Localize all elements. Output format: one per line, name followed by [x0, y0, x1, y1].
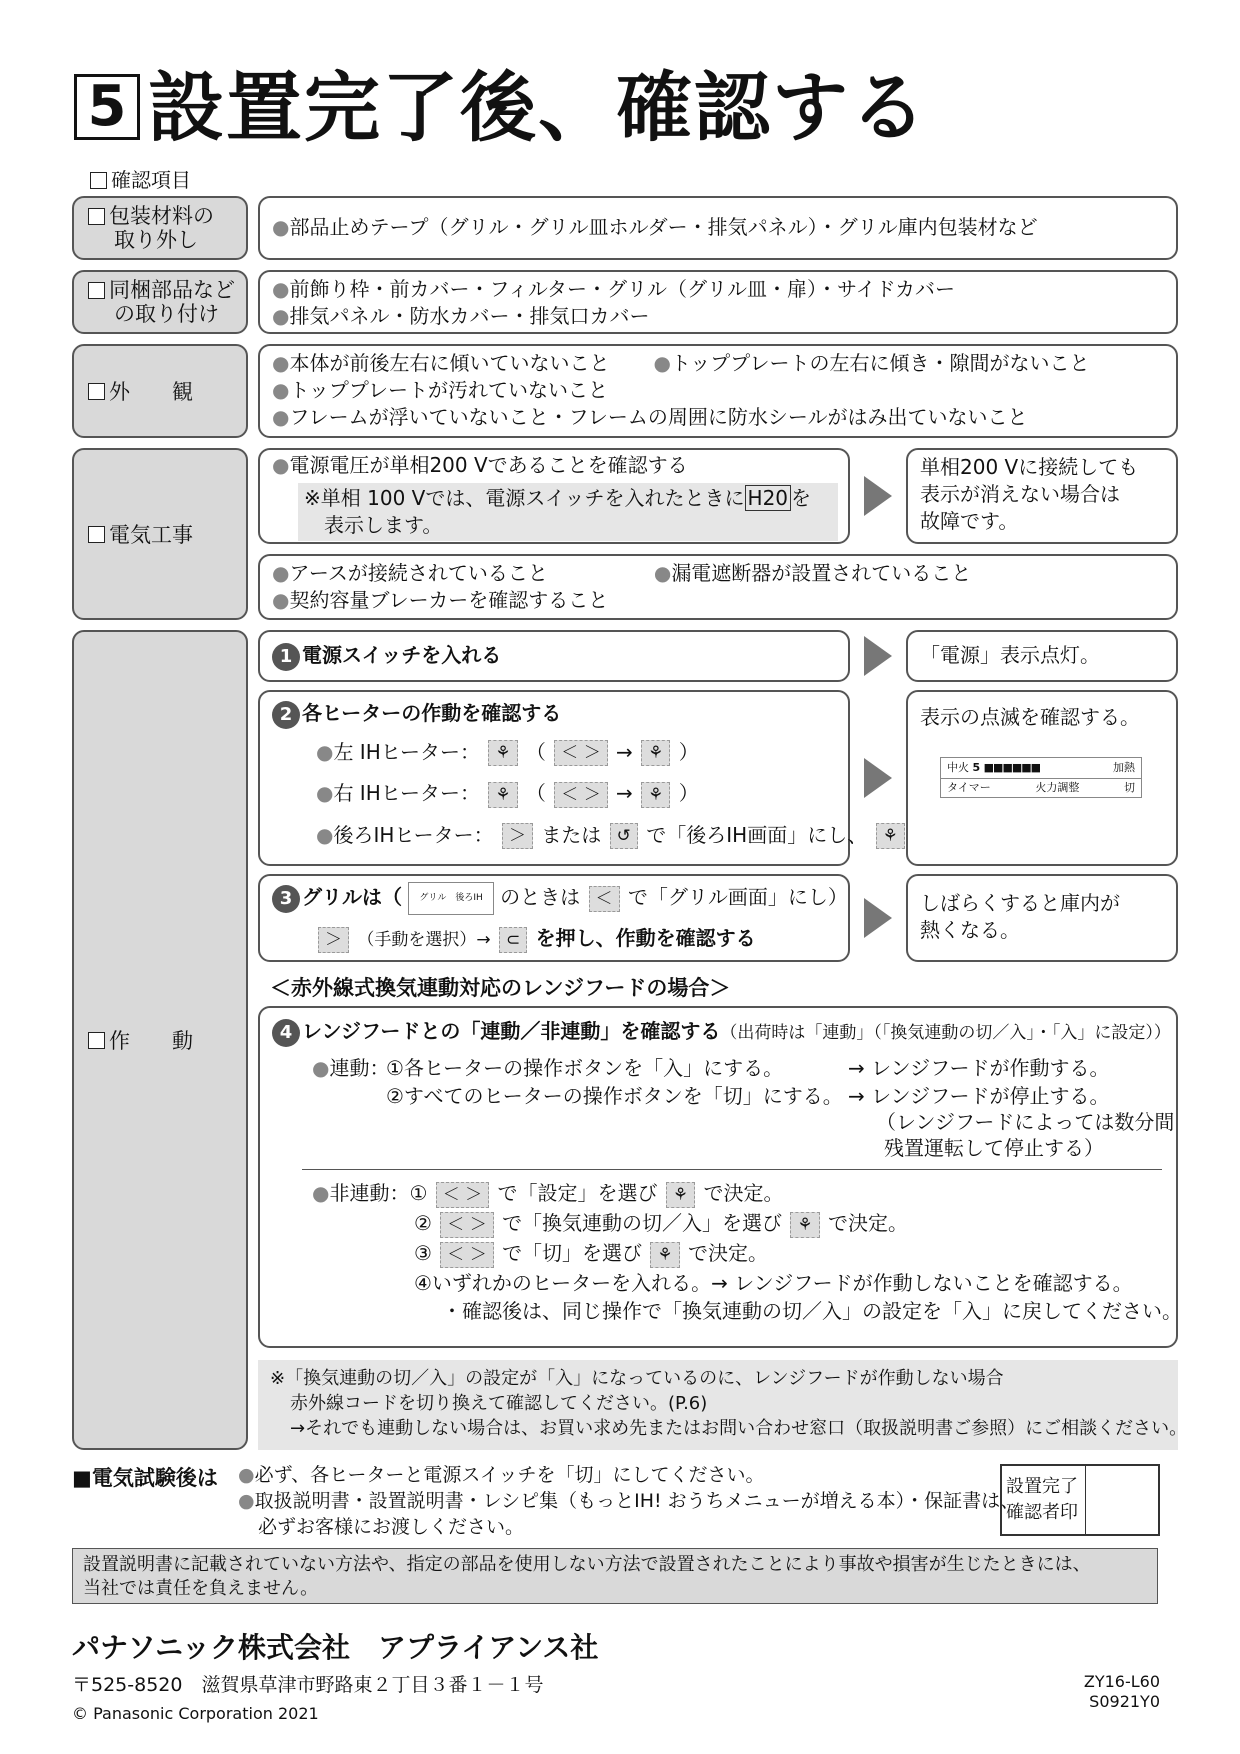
- bullet: ●: [272, 405, 290, 429]
- step-text: を押し、作動を確認する: [535, 926, 756, 950]
- bullet: ●: [316, 739, 334, 764]
- link-note: 残置運転して停止する）: [884, 1136, 1104, 1160]
- result-text: 故障です。: [920, 509, 1019, 533]
- step-text: のときは: [500, 885, 581, 909]
- swap-icon[interactable]: ↺: [610, 823, 638, 849]
- left-button[interactable]: ＜: [442, 1184, 460, 1205]
- heater-label: 右 IHヒーター：: [333, 781, 480, 805]
- result-text: 表示が消えない場合は: [920, 482, 1120, 506]
- result-text: 単相200 Vに接続しても: [920, 455, 1139, 479]
- link-result: → レンジフードが停止する。: [848, 1084, 1110, 1108]
- heater-label: 後ろIHヒーター：: [333, 822, 494, 847]
- page-title: 設置完了後、確認する: [148, 63, 928, 152]
- bullet: ●: [272, 588, 290, 612]
- unlink-label: 非連動：: [329, 1181, 410, 1205]
- left-right-buttons[interactable]: [554, 782, 607, 808]
- unlink-text: ④いずれかのヒーターを入れる。→ レンジフードが作動しないことを確認する。: [414, 1271, 1133, 1295]
- arrow-right-icon: [864, 898, 892, 938]
- bullet: ●: [272, 378, 290, 402]
- bullet: ●: [272, 561, 290, 585]
- bullet: ●: [272, 351, 290, 375]
- category-label: 同梱部品など: [109, 278, 235, 302]
- bullet: ●: [653, 351, 671, 375]
- right-button[interactable]: ＞: [583, 784, 601, 805]
- display-panel: 中火 5 ■■■■■■ 加熱 タイマー 火力調整 切: [940, 757, 1142, 798]
- step-number: 3: [272, 885, 300, 913]
- result-text: 熱くなる。: [920, 918, 1020, 942]
- disclaimer-text: 設置説明書に記載されていない方法や、指定の部品を使用しない方法で設置されたことにより事故や損害が生じたときには、: [83, 1554, 1091, 1575]
- link-step: ①各ヒーターの操作ボタンを「入」にする。: [386, 1056, 784, 1080]
- left-button[interactable]: ＜: [561, 743, 579, 763]
- heater-button-icon[interactable]: ⚘: [488, 740, 517, 766]
- appearance-line: トッププレートが汚れていないこと: [289, 378, 609, 402]
- note-text: ※単相 100 Vでは、電源スイッチを入れたときに: [304, 486, 745, 510]
- heater-button-icon[interactable]: ⚘: [641, 782, 670, 808]
- step1-result-box: [906, 630, 1178, 682]
- left-right-buttons[interactable]: [436, 1182, 489, 1208]
- category-label: 取り外し: [114, 228, 198, 252]
- left-right-buttons[interactable]: [440, 1242, 493, 1268]
- bullet: ●: [272, 215, 290, 239]
- doc-code: S0921Y0: [1089, 1692, 1160, 1711]
- checkbox-appearance[interactable]: [88, 383, 105, 400]
- right-button[interactable]: ＞: [318, 927, 349, 953]
- category-accessories: [72, 270, 248, 334]
- bullet: ●: [272, 453, 290, 477]
- rear-text: で「後ろIH画面」にし、: [646, 822, 868, 847]
- step3-result-box: [906, 874, 1178, 962]
- heater-button-icon[interactable]: ⚘: [790, 1212, 819, 1238]
- voltage-result-box: [906, 448, 1178, 544]
- category-electrical: [72, 448, 248, 620]
- disclaimer: [72, 1548, 1158, 1604]
- appearance-line: フレームが浮いていないこと・フレームの周囲に防水シールがはみ出ていないこと: [289, 405, 1028, 429]
- heater-label: 左 IHヒーター：: [333, 739, 480, 764]
- check-items-label: 確認項目: [111, 168, 191, 192]
- check-items-header: [90, 164, 191, 193]
- note-text: を: [791, 486, 812, 510]
- paren: （: [525, 739, 546, 764]
- unlink-text: で「換気連動の切／入」を選び: [502, 1211, 783, 1235]
- packaging-box: [258, 196, 1178, 260]
- earth-box: [258, 554, 1178, 620]
- heater-button-icon[interactable]: ⚘: [666, 1182, 695, 1208]
- bullet: ●: [272, 304, 290, 328]
- after-test-notes: [238, 1462, 1019, 1540]
- category-label: 外 観: [109, 380, 193, 404]
- bullet: ●: [316, 781, 334, 805]
- bullet: ●: [238, 1490, 255, 1512]
- step-num: ①: [409, 1181, 428, 1205]
- display-heat-level: 5: [972, 761, 981, 774]
- category-operation: [72, 630, 248, 1450]
- earth-text: アースが接続されていること: [289, 561, 548, 585]
- paren: ）: [678, 739, 699, 764]
- category-appearance: [72, 344, 248, 438]
- warning-text: →それでも連動しない場合は、お買い求め先またはお問い合わせ窓口（取扱説明書ご参照）にご相談ください。: [290, 1418, 1188, 1439]
- display-heating: 加熱: [1113, 761, 1135, 774]
- bullet: ●: [312, 1056, 330, 1080]
- unlink-text: で決定。: [828, 1211, 909, 1235]
- after-test-text: 取扱説明書・設置説明書・レシピ集（もっとIH! おうちメニューが増える本）・保証書は、: [254, 1490, 1020, 1512]
- section-number: 5: [74, 74, 140, 140]
- stamp-area[interactable]: [1086, 1466, 1158, 1534]
- right-button[interactable]: ＞: [465, 1184, 483, 1205]
- display-heat-label: 中火: [947, 761, 969, 774]
- arrow: →: [616, 739, 633, 764]
- link-step: ②すべてのヒーターの操作ボタンを「切」にする。: [386, 1084, 843, 1108]
- display-off: 切: [1124, 781, 1135, 794]
- step-note: （出荷時は「連動」（「換気連動の切／入」・「入」に設定））: [720, 1023, 1171, 1043]
- checkbox-electrical[interactable]: [88, 526, 105, 543]
- paren: ）: [678, 781, 699, 805]
- voltage-note: [298, 483, 838, 541]
- note-text: 表示します。: [324, 513, 443, 537]
- result-text: しばらくすると庫内が: [920, 891, 1120, 915]
- leak-text: 漏電遮断器が設置されていること: [671, 561, 972, 585]
- step1-box: [258, 630, 850, 682]
- category-label: の取り付け: [114, 302, 219, 326]
- arrow-right-icon: [864, 758, 892, 798]
- stamp-label: 設置完了: [1006, 1476, 1078, 1497]
- category-label: 電気工事: [109, 523, 193, 547]
- appearance-line: 本体が前後左右に傾いていないこと: [289, 351, 610, 375]
- step3-box: [258, 874, 850, 962]
- paren: （: [525, 781, 546, 805]
- display-timer: タイマー: [947, 781, 991, 794]
- connector-text: または: [541, 822, 602, 847]
- unlink-text: で「切」を選び: [502, 1241, 643, 1265]
- step-num: ②: [414, 1211, 432, 1235]
- warning-text: ※「換気連動の切／入」の設定が「入」になっているのに、レンジフードが作動しない場合: [270, 1368, 1004, 1389]
- appearance-line: トッププレートの左右に傾き・隙間がないこと: [670, 351, 1090, 375]
- step-number: 2: [272, 701, 300, 729]
- bullet: ●: [653, 561, 672, 585]
- arrow-right-icon: [864, 476, 892, 516]
- bullet: ●: [312, 1181, 330, 1205]
- right-button[interactable]: ＞: [469, 1214, 487, 1235]
- hood-heading: ＜赤外線式換気連動対応のレンジフードの場合＞: [270, 976, 731, 1000]
- checkbox[interactable]: [90, 172, 107, 189]
- step-text: レンジフードとの「連動／非連動」を確認する: [302, 1019, 721, 1043]
- bullet: ●: [272, 277, 290, 301]
- accessories-line: 排気パネル・防水カバー・排気口カバー: [289, 304, 650, 328]
- step2-result-box: [906, 690, 1178, 866]
- right-button[interactable]: ＞: [469, 1244, 487, 1265]
- after-test-text: 必ず、各ヒーターと電源スイッチを「切」にしてください。: [254, 1464, 765, 1486]
- accessories-line: 前飾り枠・前カバー・フィルター・グリル（グリル皿・扉）・サイドカバー: [289, 277, 956, 301]
- step-text: で「グリル画面」にし）: [627, 885, 848, 909]
- voltage-box: [258, 448, 850, 544]
- divider: [302, 1169, 1162, 1170]
- bullet: ●: [316, 822, 334, 847]
- heater-button-icon[interactable]: ⚘: [641, 740, 670, 766]
- link-result: → レンジフードが作動する。: [848, 1056, 1110, 1080]
- link-note: （レンジフードによっては数分間: [876, 1110, 1175, 1134]
- after-test-label: ■電気試験後は: [72, 1466, 218, 1490]
- result-text: 「電源」表示点灯。: [920, 643, 1100, 667]
- packaging-text: 部品止めテープ（グリル・グリル皿ホルダー・排気パネル）・グリル庫内包装材など: [289, 215, 1038, 239]
- step-text: グリルは（: [302, 885, 402, 909]
- left-right-buttons[interactable]: [440, 1212, 493, 1238]
- left-button[interactable]: ＜: [561, 784, 579, 805]
- step-number: 1: [272, 643, 300, 671]
- warning-text: 赤外線コードを切り換えて確認してください。(P.6): [290, 1393, 708, 1414]
- accessories-box: [258, 270, 1178, 334]
- copyright: © Panasonic Corporation 2021: [72, 1704, 319, 1723]
- left-button[interactable]: ＜: [447, 1244, 465, 1265]
- appearance-box: [258, 344, 1178, 438]
- checkbox-operation[interactable]: [88, 1032, 105, 1049]
- left-button[interactable]: ＜: [447, 1214, 465, 1235]
- arrow-right-icon: [864, 636, 892, 676]
- step-number: 4: [272, 1019, 300, 1047]
- bullet: ●: [238, 1464, 255, 1486]
- heater-button-icon[interactable]: ⚘: [876, 823, 905, 849]
- after-test-text: 必ずお客様にお渡しください。: [258, 1516, 525, 1538]
- category-label: 包装材料の: [109, 204, 214, 228]
- arrow: →: [616, 781, 633, 805]
- error-code: H20: [745, 485, 792, 511]
- stamp-label: 確認者印: [1006, 1502, 1078, 1523]
- link-label: 連動：: [329, 1056, 390, 1080]
- left-button[interactable]: ＜: [589, 886, 620, 912]
- checkbox-packaging[interactable]: [88, 208, 105, 225]
- left-right-buttons[interactable]: [554, 740, 607, 766]
- display-power-adjust: 火力調整: [1035, 781, 1080, 794]
- right-button[interactable]: ＞: [583, 743, 601, 763]
- unlink-text: で決定。: [688, 1241, 769, 1265]
- step-text: 電源スイッチを入れる: [302, 643, 502, 667]
- heater-button-icon[interactable]: ⚘: [650, 1242, 679, 1268]
- disclaimer-text: 当社では責任を負えません。: [83, 1578, 319, 1599]
- mini-display: グリル 後ろIH: [408, 882, 493, 915]
- step-text: 各ヒーターの作動を確認する: [302, 701, 562, 725]
- company-address: 〒525-8520 滋賀県草津市野路東２丁目３番１－１号: [72, 1674, 544, 1696]
- checkbox-accessories[interactable]: [88, 282, 105, 299]
- result-text: 表示の点滅を確認する。: [920, 705, 1140, 729]
- heater-button-icon[interactable]: ⚘: [488, 782, 517, 808]
- category-label: 作 動: [109, 1029, 193, 1053]
- step-text: （手動を選択）→: [357, 930, 491, 950]
- company-name: パナソニック株式会社 アプライアンス社: [72, 1631, 599, 1664]
- grill-button-icon[interactable]: ⊂: [499, 927, 527, 953]
- category-packaging: [72, 196, 248, 260]
- unlink-text: で「設定」を選び: [497, 1181, 658, 1205]
- voltage-text: 電源電圧が単相200 Vであることを確認する: [289, 453, 688, 477]
- step2-box: [258, 690, 898, 866]
- step4-box: [258, 1006, 1182, 1348]
- confirmation-stamp-box: [1000, 1464, 1160, 1536]
- hood-warning: [258, 1360, 1188, 1450]
- unlink-text: で決定。: [703, 1181, 784, 1205]
- breaker-text: 契約容量ブレーカーを確認すること: [289, 588, 609, 612]
- step-num: ③: [414, 1241, 432, 1265]
- document-codes: [1070, 1672, 1160, 1712]
- doc-code: ZY16-L60: [1083, 1672, 1160, 1691]
- right-button[interactable]: ＞: [502, 823, 533, 849]
- unlink-text: ・確認後は、同じ操作で「換気連動の切／入」の設定を「入」に戻してください。: [442, 1299, 1182, 1323]
